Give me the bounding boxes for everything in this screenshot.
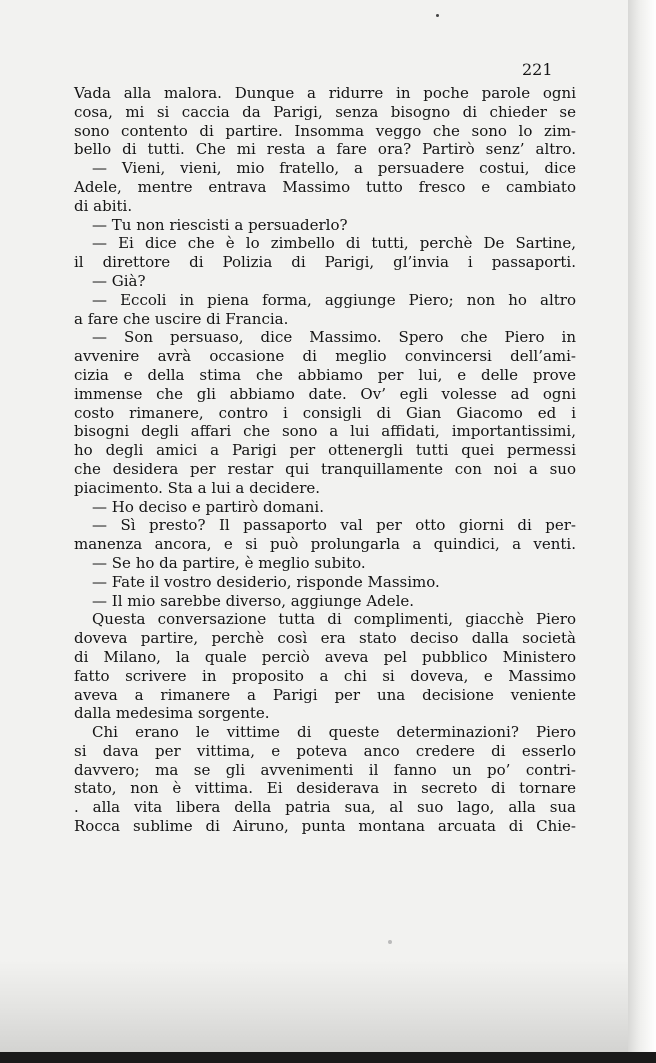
text-line: Adele, mentre entrava Massimo tutto fresco e cambiato: [74, 177, 576, 196]
page-number: 221: [522, 60, 553, 79]
page-text: [74, 84, 576, 836]
text-line: a fare che uscire di Francia.: [74, 309, 289, 328]
text-line: fatto scrivere in proposito a chi si doveva, e Massimo: [74, 666, 576, 685]
text-line: costo rimanere, contro i consigli di Gian Giacomo ed i: [74, 403, 576, 422]
text-line: Questa conversazione tutta di complimenti, giacchè Piero: [92, 610, 576, 629]
text-line: Rocca sublime di Airuno, punta montana arcuata di Chie-: [74, 817, 576, 836]
text-line: davvero; ma se gli avvenimenti il fanno un po’ contri-: [74, 760, 576, 779]
text-line: — Vieni, vieni, mio fratello, a persuadere costui, dice: [92, 159, 576, 178]
text-line: — Eccoli in piena forma, aggiunge Piero; non ho altro: [92, 290, 576, 309]
text-line: bello di tutti. Che mi resta a fare ora? Partirò senz’ altro.: [74, 140, 576, 159]
text-line: aveva a rimanere a Parigi per una decisione veniente: [74, 685, 576, 704]
paper-speck: [388, 940, 392, 944]
page-edge: [628, 0, 656, 1063]
text-line: — Ei dice che è lo zimbello di tutti, perchè De Sartine,: [92, 234, 576, 253]
text-line: — Già?: [92, 271, 146, 290]
text-line: di abiti.: [74, 196, 133, 215]
text-line: avvenire avrà occasione di meglio convincersi dell’ami-: [74, 347, 576, 366]
text-line: manenza ancora, e si può prolungarla a quindici, a venti.: [74, 535, 576, 554]
text-line: cizia e della stima che abbiamo per lui, e delle prove: [74, 365, 576, 384]
text-line: cosa, mi si caccia da Parigi, senza bisogno di chieder se: [74, 102, 576, 121]
text-line: . alla vita libera della patria sua, al suo lago, alla sua: [74, 798, 576, 817]
text-line: immense che gli abbiamo date. Ov’ egli volesse ad ogni: [74, 384, 576, 403]
text-line: ho degli amici a Parigi per ottenergli tutti quei permessi: [74, 441, 576, 460]
text-line: sono contento di partire. Insomma veggo che sono lo zim-: [74, 121, 576, 140]
text-line: — Sì presto? Il passaporto val per otto giorni di per-: [92, 516, 576, 535]
text-line: bisogni degli affari che sono a lui affidati, importantissimi,: [74, 422, 576, 441]
paper-speck: [436, 14, 439, 17]
text-line: piacimento. Sta a lui a decidere.: [74, 478, 321, 497]
text-line: stato, non è vittima. Ei desiderava in secreto di tornare: [74, 779, 576, 798]
text-line: che desidera per restar qui tranquillamente con noi a suo: [74, 459, 576, 478]
text-line: — Fate il vostro desiderio, risponde Massimo.: [92, 572, 440, 591]
text-line: — Ho deciso e partirò domani.: [92, 497, 325, 516]
text-line: — Tu non riescisti a persuaderlo?: [92, 215, 348, 234]
text-line: — Son persuaso, dice Massimo. Spero che Piero in: [92, 328, 576, 347]
page-shadow: [0, 960, 628, 1063]
text-line: — Se ho da partire, è meglio subito.: [92, 553, 366, 572]
text-line: di Milano, la quale perciò aveva pel pubblico Ministero: [74, 647, 576, 666]
text-line: dalla medesima sorgente.: [74, 704, 270, 723]
text-line: si dava per vittima, e poteva anco credere di esserlo: [74, 741, 576, 760]
text-line: doveva partire, perchè così era stato deciso dalla società: [74, 629, 576, 648]
scan-border: [0, 1052, 656, 1063]
text-line: Vada alla malora. Dunque a ridurre in poche parole ogni: [74, 84, 576, 102]
text-line: il direttore di Polizia di Parigi, gl’invia i passaporti.: [74, 253, 576, 272]
text-line: Chi erano le vittime di queste determinazioni? Piero: [92, 723, 576, 742]
text-line: — Il mio sarebbe diverso, aggiunge Adele.: [92, 591, 415, 610]
